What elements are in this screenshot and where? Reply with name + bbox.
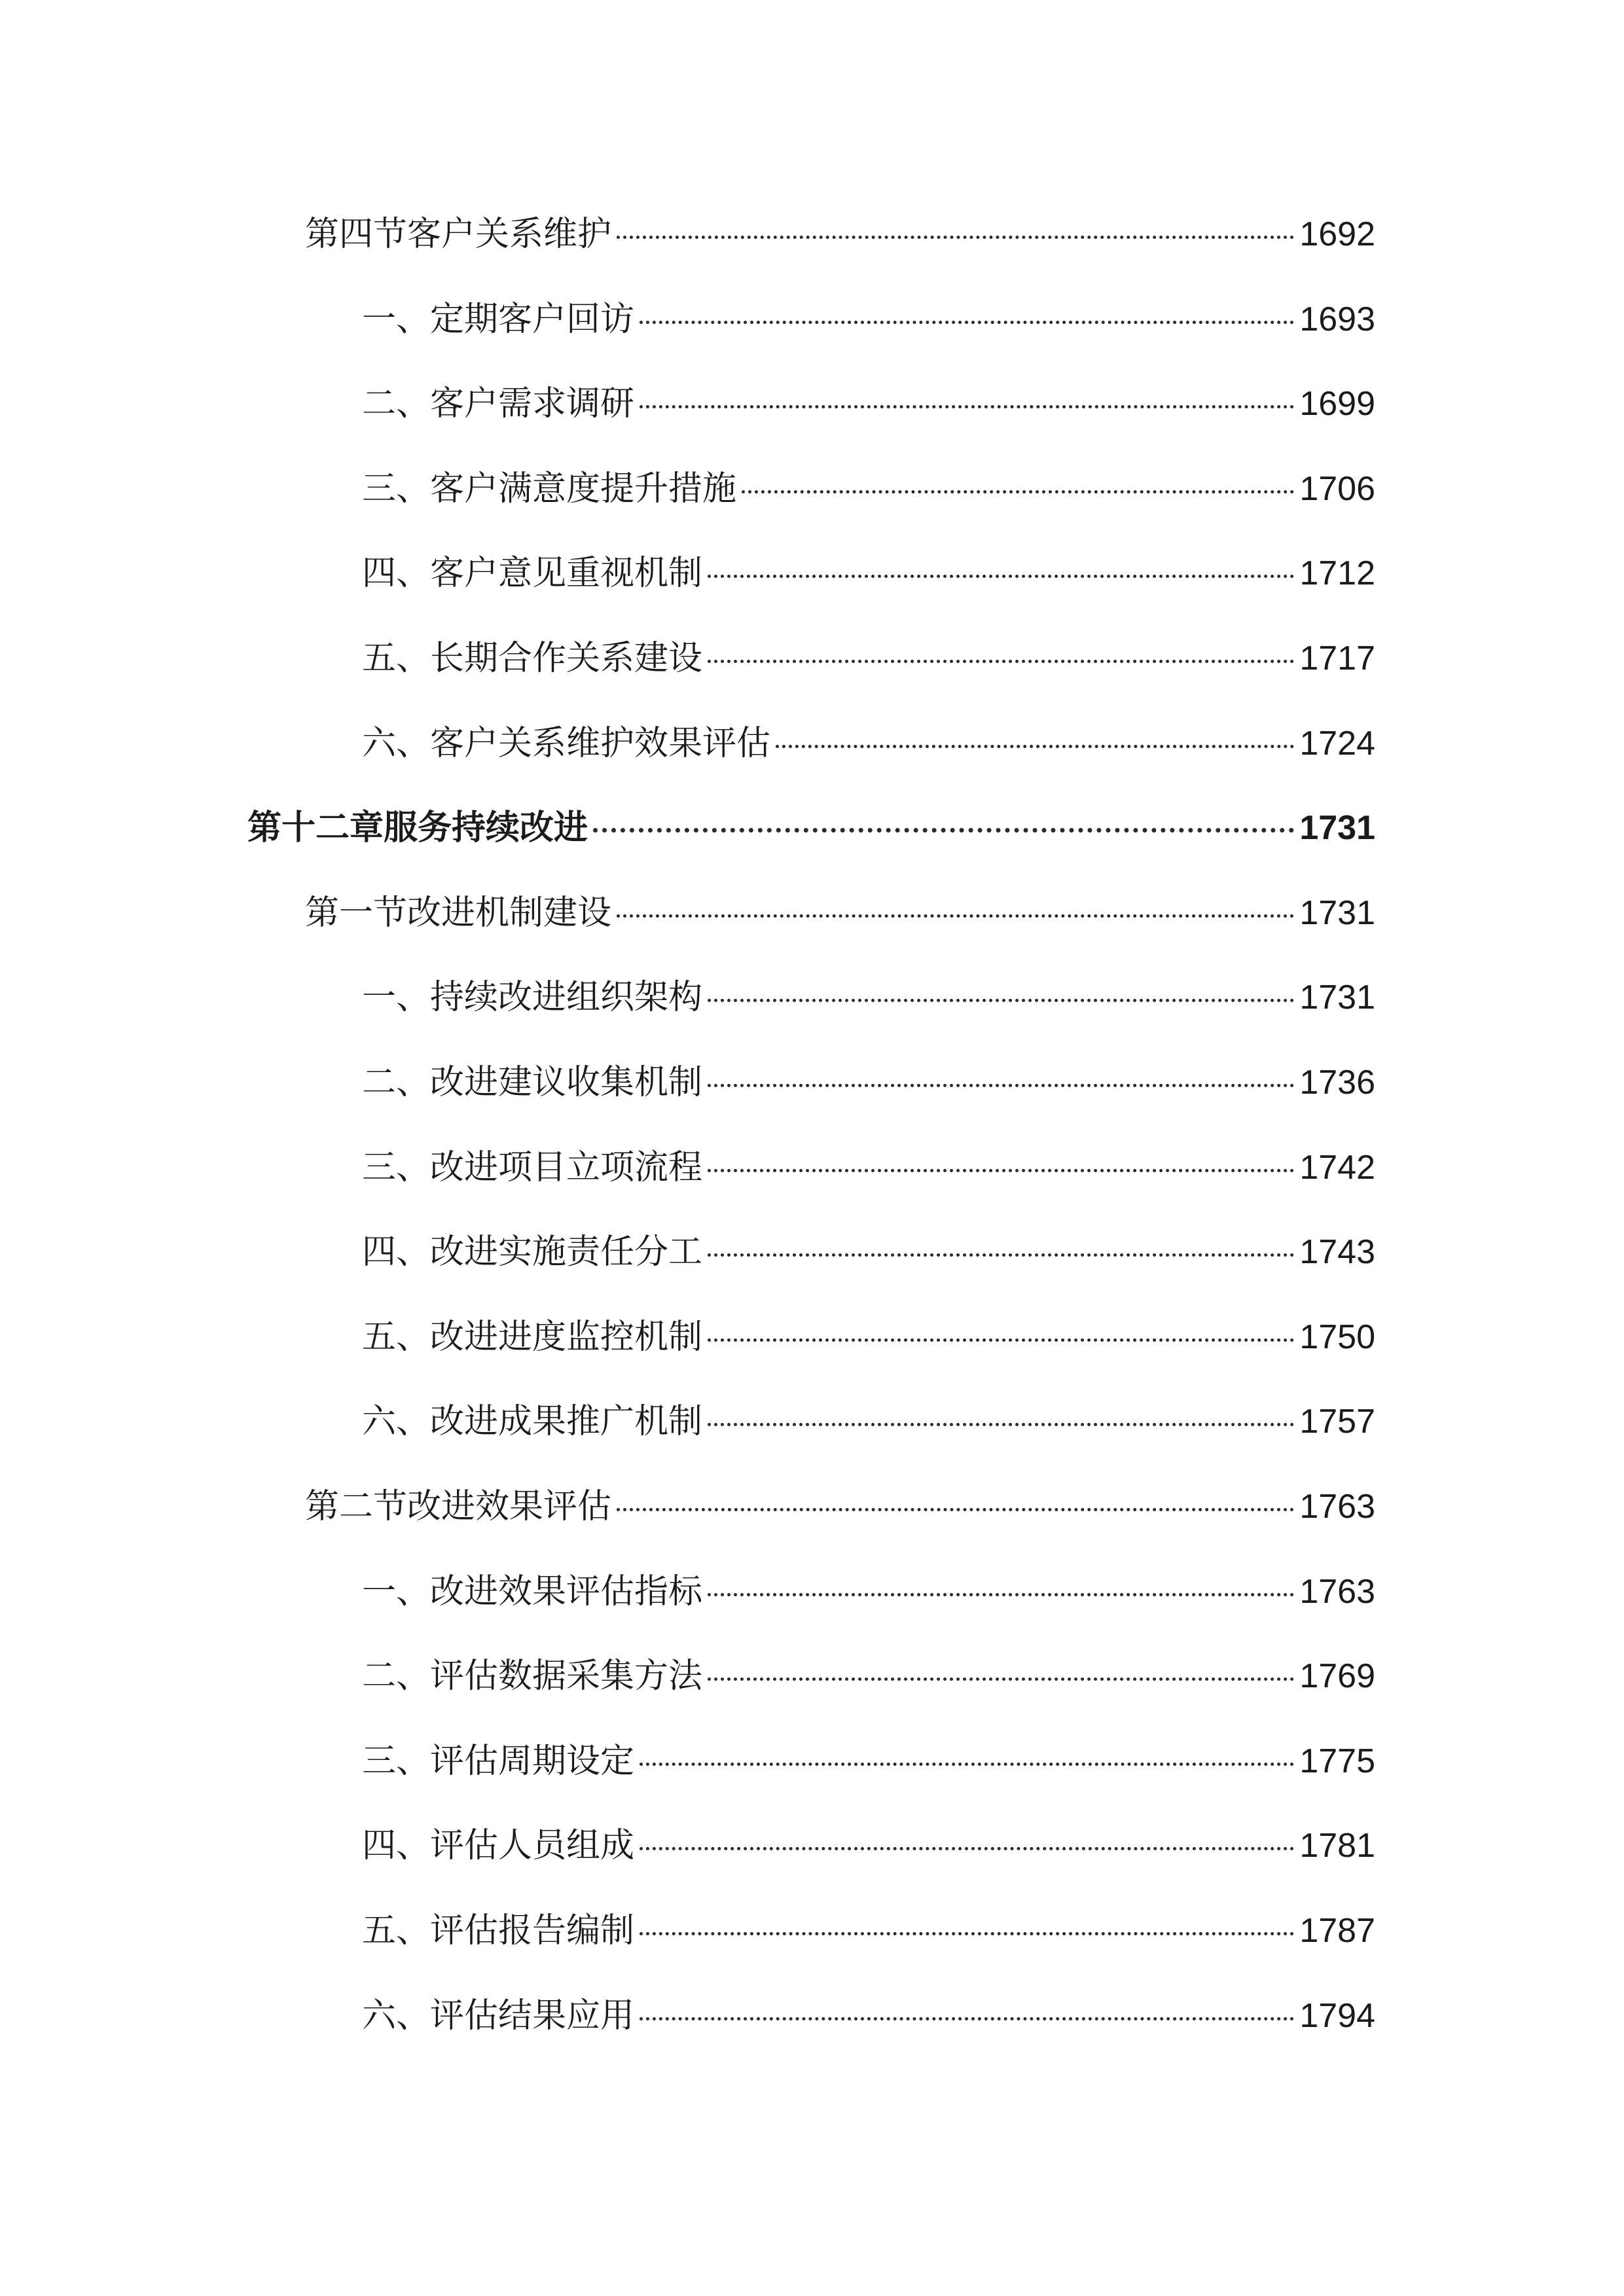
toc-entry-title: 一、持续改进组织架构 [362,978,703,1018]
toc-entry-page: 1736 [1299,1064,1375,1102]
toc-entry-page: 1743 [1299,1233,1375,1272]
toc-entry[interactable] [362,971,1375,1024]
toc-leader-dots [708,1593,1294,1596]
toc-entry-page: 1757 [1299,1403,1375,1441]
toc-leader-dots [708,575,1294,578]
toc-entry-page: 1717 [1299,639,1375,677]
toc-entry[interactable] [362,1141,1375,1194]
toc-leader-dots [617,914,1294,918]
toc-entry[interactable] [362,463,1375,515]
toc-entry-title: 六、客户关系维护效果评估 [362,723,771,763]
toc-leader-dots [708,1169,1294,1172]
toc-entry-page: 1724 [1299,724,1375,762]
toc-entry-page: 1781 [1299,1827,1375,1865]
toc-entry-title: 一、改进效果评估指标 [362,1571,703,1611]
toc-entry[interactable] [362,632,1375,685]
toc-entry-page: 1731 [1299,809,1375,848]
toc-entry-chapter[interactable] [247,802,1375,854]
toc-entry[interactable] [362,1905,1375,1957]
toc-entry-page: 1763 [1299,1572,1375,1611]
toc-leader-dots [640,1932,1294,1935]
toc-entry-title: 五、评估报告编制 [362,1911,635,1950]
toc-entry[interactable] [305,887,1375,939]
toc-entry[interactable] [362,378,1375,430]
toc-entry[interactable] [362,1395,1375,1448]
toc-entry[interactable] [362,293,1375,346]
toc-entry-page: 1699 [1299,385,1375,423]
toc-entry-title: 第四节客户关系维护 [305,215,612,254]
toc-entry-title: 三、评估周期设定 [362,1741,635,1781]
toc-entry-page: 1769 [1299,1657,1375,1696]
toc-leader-dots [640,405,1294,408]
toc-leader-dots [640,1763,1294,1766]
toc-entry[interactable] [362,1735,1375,1787]
toc-entry-title: 三、客户满意度提升措施 [362,469,737,509]
toc-entry[interactable] [362,1566,1375,1618]
toc-entry[interactable] [305,1480,1375,1533]
toc-entry[interactable] [362,1311,1375,1363]
toc-entry[interactable] [362,1226,1375,1278]
toc-entry-title: 二、改进建议收集机制 [362,1063,703,1102]
toc-leader-dots [617,236,1294,239]
toc-entry[interactable] [305,208,1375,260]
toc-leader-dots [640,2017,1294,2020]
toc-entry[interactable] [362,547,1375,600]
toc-entry[interactable] [362,1990,1375,2042]
toc-entry-title: 六、改进成果推广机制 [362,1402,703,1442]
toc-leader-dots [708,1253,1294,1257]
toc-entry-title: 二、客户需求调研 [362,384,635,424]
toc-entry-title: 三、改进项目立项流程 [362,1147,703,1187]
toc-entry-title: 第一节改进机制建设 [305,893,612,933]
toc-entry-title: 一、定期客户回访 [362,299,635,339]
toc-entry-title: 四、客户意见重视机制 [362,554,703,594]
toc-entry-title: 四、评估人员组成 [362,1826,635,1866]
toc-entry-page: 1750 [1299,1318,1375,1356]
toc-entry-title: 五、改进进度监控机制 [362,1317,703,1357]
toc-leader-dots [708,1423,1294,1426]
toc-entry-page: 1731 [1299,893,1375,932]
toc-leader-dots [640,321,1294,324]
toc-leader-dots [776,745,1294,748]
toc-entry[interactable] [362,1056,1375,1109]
toc-entry-title: 二、评估数据采集方法 [362,1657,703,1696]
toc-entry-page: 1742 [1299,1148,1375,1187]
toc-entry-page: 1731 [1299,978,1375,1017]
toc-entry-page: 1787 [1299,1912,1375,1950]
toc-entry[interactable] [362,717,1375,770]
toc-entry-title: 第二节改进效果评估 [305,1487,612,1526]
toc-entry[interactable] [362,1650,1375,1702]
toc-leader-dots [617,1508,1294,1511]
toc-entry-title: 六、评估结果应用 [362,1996,635,2036]
toc-leader-dots [742,490,1294,493]
toc-leader-dots [708,1084,1294,1087]
toc-leader-dots [708,1338,1294,1342]
toc-leader-dots [640,1847,1294,1850]
toc-entry-page: 1706 [1299,469,1375,508]
toc-leader-dots [708,660,1294,663]
toc-entry-page: 1794 [1299,1996,1375,2035]
toc-entry[interactable] [362,1820,1375,1872]
toc-entry-page: 1712 [1299,554,1375,593]
toc-entry-title: 第十二章服务持续改进 [247,808,588,848]
toc-entry-page: 1763 [1299,1488,1375,1526]
toc-entry-page: 1692 [1299,215,1375,253]
toc-entry-title: 四、改进实施责任分工 [362,1232,703,1272]
toc-entry-page: 1693 [1299,300,1375,338]
toc-leader-dots [593,828,1294,833]
toc-entry-title: 五、长期合作关系建设 [362,639,703,678]
toc-entry-page: 1775 [1299,1742,1375,1780]
toc-leader-dots [708,999,1294,1002]
toc-leader-dots [708,1677,1294,1681]
